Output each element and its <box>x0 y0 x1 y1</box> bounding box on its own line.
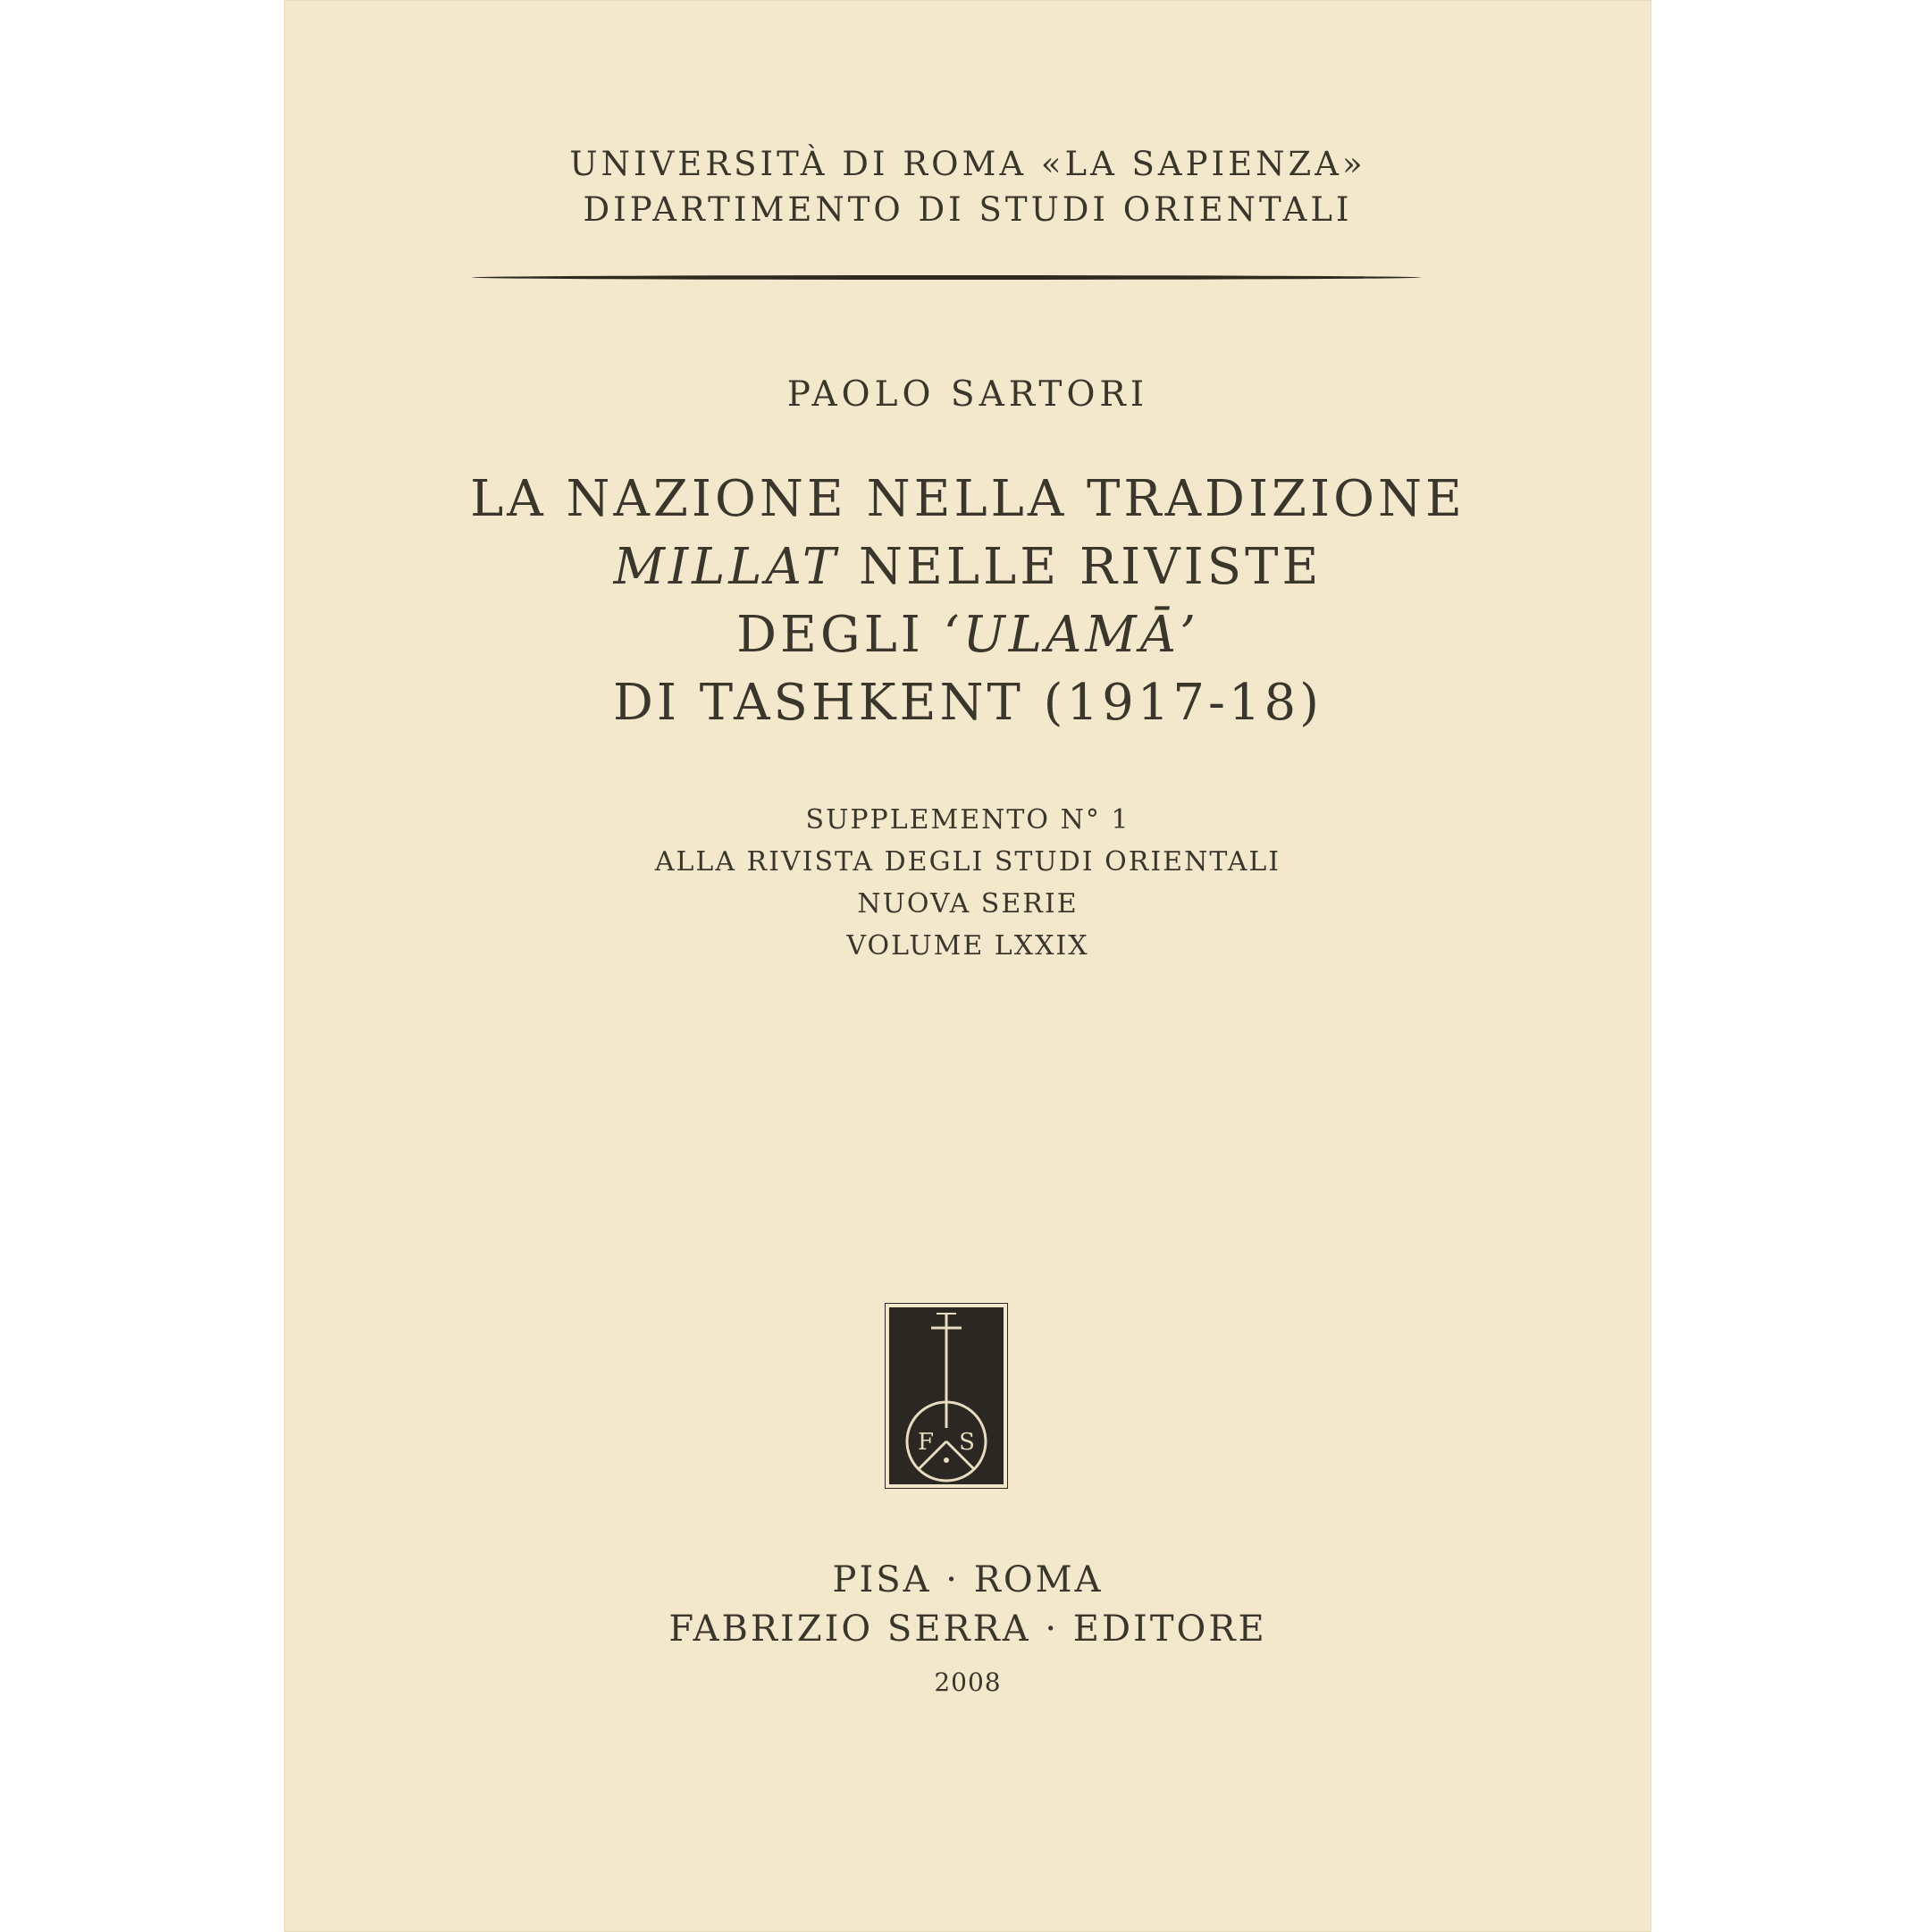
supplement-line-4: VOLUME LXXIX <box>846 930 1089 962</box>
title-line-3 <box>284 606 1651 664</box>
imprint-place: PISA · ROMA <box>832 1559 1104 1600</box>
title-italic-ulama: ‘ULAMĀ’ <box>943 606 1199 664</box>
title-line-4: DI TASHKENT (1917-18) <box>612 674 1323 732</box>
title-line-3-pre: DEGLI <box>736 606 944 664</box>
supplement-line-2: ALLA RIVISTA DEGLI STUDI ORIENTALI <box>654 846 1281 878</box>
header-divider <box>472 275 1421 280</box>
author-name: PAOLO SARTORI <box>786 374 1149 415</box>
title-italic-millat: MILLAT <box>613 538 840 596</box>
supplement-line-1: SUPPLEMENTO N° 1 <box>805 804 1130 836</box>
supplement-line-3: NUOVA SERIE <box>857 888 1079 920</box>
publisher-emblem-icon <box>885 1303 1008 1489</box>
institution-line-2: DIPARTIMENTO DI STUDI ORIENTALI <box>583 190 1353 229</box>
book-cover <box>284 0 1651 1932</box>
logo-letter-s: S <box>959 1429 975 1456</box>
logo-letter-f: F <box>917 1429 935 1456</box>
title-line-1: LA NAZIONE NELLA TRADIZIONE <box>470 470 1466 528</box>
imprint-year: 2008 <box>934 1667 1002 1697</box>
title-line-2-rest: NELLE RIVISTE <box>839 538 1323 596</box>
title-line-2 <box>284 538 1651 596</box>
imprint-publisher: FABRIZIO SERRA · EDITORE <box>668 1609 1267 1650</box>
institution-line-1: UNIVERSITÀ DI ROMA «LA SAPIENZA» <box>569 145 1366 183</box>
